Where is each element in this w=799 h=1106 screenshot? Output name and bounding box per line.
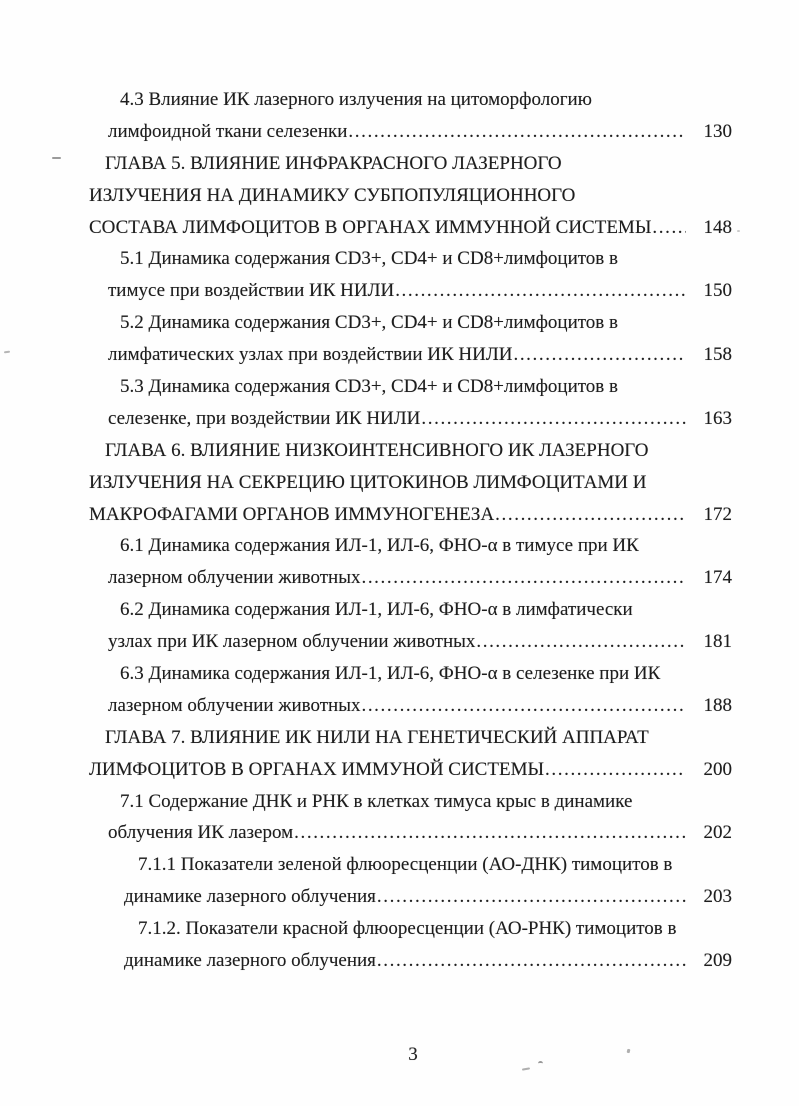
toc-line bbox=[88, 722, 732, 754]
page-number: 163 bbox=[703, 407, 732, 429]
dot-leader bbox=[377, 945, 686, 977]
toc-line bbox=[88, 913, 732, 945]
toc-line-text: ИЗЛУЧЕНИЯ НА ДИНАМИКУ СУБПОПУЛЯЦИОННОГО bbox=[89, 184, 576, 206]
toc-line-text: лимфоидной ткани селезенки bbox=[108, 120, 348, 142]
toc-line bbox=[88, 690, 732, 722]
toc-line-text: узлах при ИК лазерном облучении животных bbox=[108, 631, 476, 653]
toc-line-text: 6.3 Динамика содержания ИЛ-1, ИЛ-6, ФНО-α в селезенке при ИК bbox=[120, 663, 661, 685]
dot-leader bbox=[395, 275, 686, 307]
scan-artifact-speck-icon bbox=[538, 1061, 543, 1066]
toc-line-text: ГЛАВА 5. ВЛИЯНИЕ ИНФРАКРАСНОГО ЛАЗЕРНОГО bbox=[105, 152, 562, 174]
toc-line bbox=[88, 499, 732, 531]
dot-leader bbox=[421, 403, 686, 435]
toc-line-text: 7.1 Содержание ДНК и РНК в клетках тимуса крыс в динамике bbox=[120, 790, 633, 812]
page-number: 130 bbox=[703, 120, 732, 142]
toc-line-text: ГЛАВА 7. ВЛИЯНИЕ ИК НИЛИ НА ГЕНЕТИЧЕСКИЙ АППАРАТ bbox=[105, 726, 649, 748]
toc-line bbox=[88, 817, 732, 849]
dot-leader bbox=[361, 562, 686, 594]
toc-line bbox=[88, 275, 732, 307]
toc-line-text: 5.3 Динамика содержания CD3+, CD4+ и CD8+лимфоцитов в bbox=[120, 376, 618, 398]
toc-line-text: динамике лазерного облучения bbox=[124, 950, 376, 972]
toc-line-text: 5.2 Динамика содержания CD3+, CD4+ и CD8+лимфоцитов в bbox=[120, 312, 618, 334]
dot-leader bbox=[377, 881, 686, 913]
toc-line-text: динамике лазерного облучения bbox=[124, 886, 376, 908]
page-number: 202 bbox=[703, 822, 732, 844]
toc-line-text: ЛИМФОЦИТОВ В ОРГАНАХ ИММУНОЙ СИСТЕМЫ bbox=[89, 758, 545, 780]
toc-line bbox=[88, 786, 732, 818]
dot-leader bbox=[361, 690, 686, 722]
scan-artifact-dash-icon bbox=[52, 157, 61, 159]
toc-line-text: лазерном облучении животных bbox=[108, 567, 361, 589]
toc-line bbox=[88, 945, 732, 977]
toc-line-text: ИЗЛУЧЕНИЯ НА СЕКРЕЦИЮ ЦИТОКИНОВ ЛИМФОЦИТАМИ И bbox=[89, 471, 647, 493]
toc-line bbox=[88, 243, 732, 275]
toc-line-text: ГЛАВА 6. ВЛИЯНИЕ НИЗКОИНТЕНСИВНОГО ИК ЛАЗЕРНОГО bbox=[105, 439, 649, 461]
toc-line-text: лазерном облучении животных bbox=[108, 694, 361, 716]
dot-leader bbox=[545, 754, 686, 786]
page-number: 203 bbox=[703, 886, 732, 908]
toc-line bbox=[88, 849, 732, 881]
page-number: 181 bbox=[703, 631, 732, 653]
page-number: 172 bbox=[703, 503, 732, 525]
dot-leader bbox=[495, 499, 686, 531]
toc-line-text: 6.1 Динамика содержания ИЛ-1, ИЛ-6, ФНО-α в тимусе при ИК bbox=[120, 535, 639, 557]
toc-line-text: лимфатических узлах при воздействии ИК НИЛИ bbox=[108, 344, 513, 366]
toc-line bbox=[88, 881, 732, 913]
toc-line bbox=[88, 530, 732, 562]
toc-line bbox=[88, 626, 732, 658]
toc-line bbox=[88, 658, 732, 690]
page-number: 209 bbox=[703, 950, 732, 972]
scan-artifact-speck-icon bbox=[627, 1049, 631, 1054]
toc-line bbox=[88, 403, 732, 435]
toc-line bbox=[88, 148, 732, 180]
page-number: 188 bbox=[703, 694, 732, 716]
toc-line bbox=[88, 307, 732, 339]
scan-artifact-dash-icon bbox=[4, 351, 10, 354]
toc-line bbox=[88, 562, 732, 594]
toc-line bbox=[88, 754, 732, 786]
toc-line bbox=[88, 594, 732, 626]
toc-line-text: тимусе при воздействии ИК НИЛИ bbox=[108, 280, 395, 302]
toc-line bbox=[88, 371, 732, 403]
toc-line bbox=[88, 467, 732, 499]
scan-artifact-speck-icon bbox=[522, 1067, 530, 1070]
dot-leader bbox=[294, 817, 686, 849]
page-number: 174 bbox=[703, 567, 732, 589]
toc-line bbox=[88, 84, 732, 116]
dot-leader bbox=[652, 212, 686, 244]
toc-line-text: МАКРОФАГАМИ ОРГАНОВ ИММУНОГЕНЕЗА bbox=[89, 503, 495, 525]
dot-leader bbox=[348, 116, 686, 148]
scan-artifact-speck-icon bbox=[737, 230, 740, 232]
toc-line-text: 5.1 Динамика содержания CD3+, CD4+ и CD8+лимфоцитов в bbox=[120, 248, 618, 270]
toc-line bbox=[88, 435, 732, 467]
dot-leader bbox=[476, 626, 686, 658]
toc-line-text: облучения ИК лазером bbox=[108, 822, 294, 844]
toc-list bbox=[88, 84, 732, 977]
toc-line-text: селезенке, при воздействии ИК НИЛИ bbox=[108, 407, 421, 429]
toc-line-text: 7.1.2. Показатели красной флюоресценции (АО-РНК) тимоцитов в bbox=[138, 918, 677, 940]
toc-line bbox=[88, 212, 732, 244]
page-footer-number: 3 bbox=[408, 1044, 418, 1065]
toc-line-text: 7.1.1 Показатели зеленой флюоресценции (АО-ДНК) тимоцитов в bbox=[138, 854, 673, 876]
toc-line bbox=[88, 339, 732, 371]
toc-line-text: СОСТАВА ЛИМФОЦИТОВ В ОРГАНАХ ИММУННОЙ СИСТЕМЫ bbox=[89, 216, 652, 238]
toc-line-text: 6.2 Динамика содержания ИЛ-1, ИЛ-6, ФНО-α в лимфатически bbox=[120, 599, 633, 621]
toc-line-text: 4.3 Влияние ИК лазерного излучения на цитоморфологию bbox=[120, 89, 592, 110]
page-number: 200 bbox=[703, 758, 732, 780]
toc-line bbox=[88, 180, 732, 212]
toc-line bbox=[88, 116, 732, 148]
page-number: 158 bbox=[703, 344, 732, 366]
dot-leader bbox=[513, 339, 686, 371]
page-number: 150 bbox=[703, 280, 732, 302]
page-number: 148 bbox=[703, 216, 732, 238]
